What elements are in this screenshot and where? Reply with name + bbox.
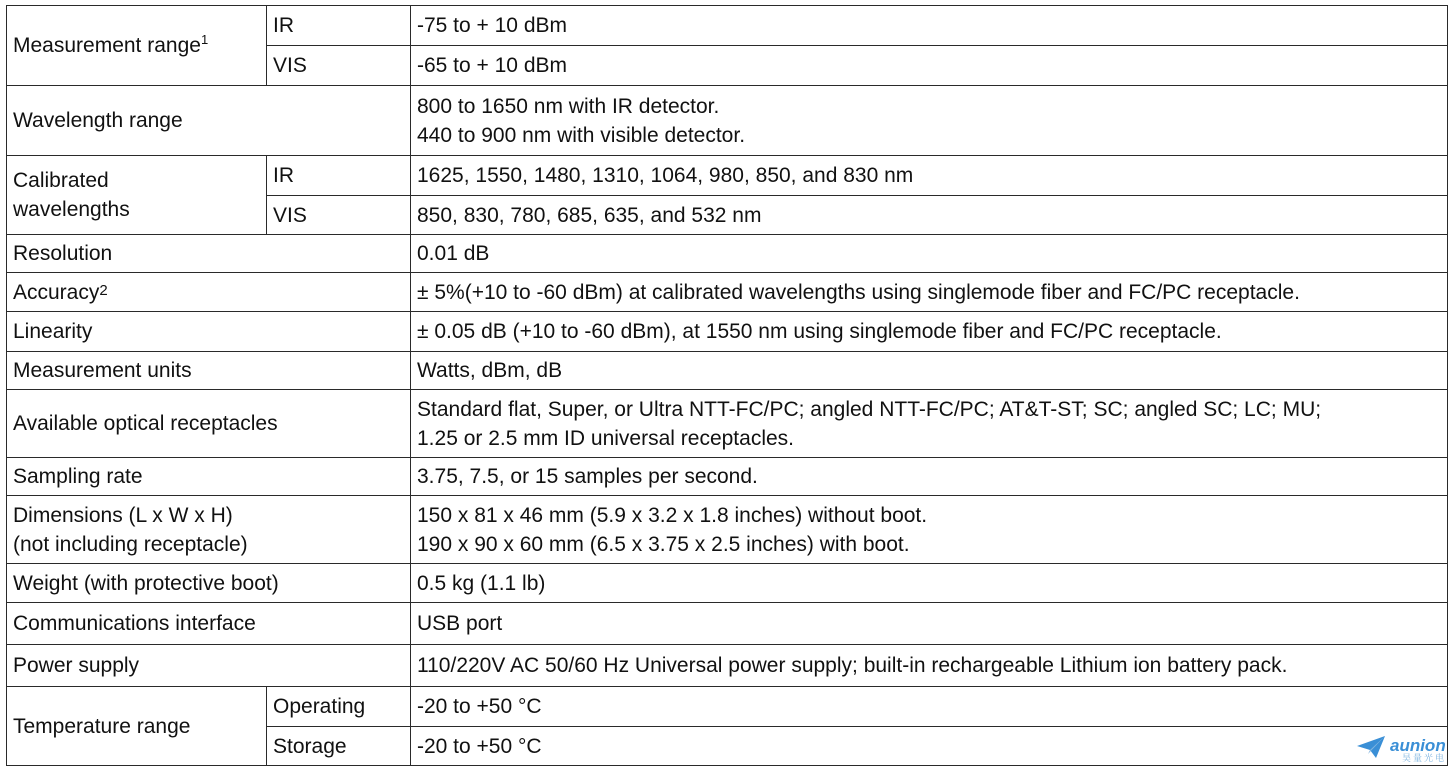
table-row <box>7 564 1448 603</box>
watermark-logo <box>1356 734 1446 765</box>
ir-sublabel: IR <box>267 156 411 196</box>
sampling-rate-value: 3.75, 7.5, or 15 samples per second. <box>411 458 1448 496</box>
accuracy-label: Accuracy2 <box>7 273 411 312</box>
table-row <box>7 156 1448 196</box>
dimensions-line-1: 150 x 81 x 46 mm (5.9 x 3.2 x 1.8 inches) without boot. <box>417 503 928 527</box>
operating-temp-value: -20 to +50 °C <box>411 687 1448 727</box>
ir-range-value: -75 to + 10 dBm <box>411 6 1448 46</box>
vis-range-value: -65 to + 10 dBm <box>411 46 1448 86</box>
measurement-range-label: Measurement range$^1$ <box>7 6 267 86</box>
receptacles-line-1: Standard flat, Super, or Ultra NTT-FC/PC; angled NTT-FC/PC; AT&T-ST; SC; angled SC; LC; MU; <box>417 397 1322 421</box>
linearity-label: Linearity <box>7 312 411 352</box>
watermark-sub: 昊量光电 <box>1401 752 1446 763</box>
table-row <box>7 687 1448 727</box>
operating-sublabel: Operating <box>267 687 411 727</box>
watermark-brand: aunion <box>1389 735 1446 755</box>
table-row <box>7 235 1448 273</box>
table-row <box>7 603 1448 645</box>
paper-plane-icon <box>1356 734 1386 765</box>
dimensions-label: Dimensions (L x W x H) (not including receptacle) <box>7 496 411 564</box>
table-row <box>7 273 1448 312</box>
dimensions-value <box>411 496 1448 564</box>
weight-label: Weight (with protective boot) <box>7 564 411 603</box>
calibrated-wavelengths-label: Calibrated wavelengths <box>7 156 267 235</box>
vis-wavelengths-value: 850, 830, 780, 685, 635, and 532 nm <box>411 196 1448 235</box>
wavelength-line-2: 440 to 900 nm with visible detector. <box>417 123 746 147</box>
wavelength-line-1: 800 to 1650 nm with IR detector. <box>417 94 720 118</box>
table-row <box>7 390 1448 458</box>
accuracy-value: ± 5%(+10 to -60 dBm) at calibrated wavelengths using singlemode fiber and FC/PC receptacle. <box>411 273 1448 312</box>
measurement-units-label: Measurement units <box>7 352 411 390</box>
power-supply-value: 110/220V AC 50/60 Hz Universal power supply; built-in rechargeable Lithium ion battery pack. <box>411 645 1448 687</box>
measurement-units-value: Watts, dBm, dB <box>411 352 1448 390</box>
resolution-value: 0.01 dB <box>411 235 1448 273</box>
sampling-rate-label: Sampling rate <box>7 458 411 496</box>
resolution-label: Resolution <box>7 235 411 273</box>
storage-temp-value: -20 to +50 °C <box>411 727 1448 766</box>
table-row <box>7 458 1448 496</box>
wavelength-range-value <box>411 86 1448 156</box>
table-row <box>7 86 1448 156</box>
receptacles-label: Available optical receptacles <box>7 390 411 458</box>
table-row <box>7 6 1448 46</box>
table-row <box>7 312 1448 352</box>
receptacles-line-2: 1.25 or 2.5 mm ID universal receptacles. <box>417 426 794 450</box>
communications-value: USB port <box>411 603 1448 645</box>
vis-sublabel: VIS <box>267 196 411 235</box>
table-row <box>7 352 1448 390</box>
table-row <box>7 496 1448 564</box>
vis-sublabel: VIS <box>267 46 411 86</box>
dimensions-line-2: 190 x 90 x 60 mm (6.5 x 3.75 x 2.5 inches) with boot. <box>417 532 910 556</box>
ir-sublabel: IR <box>267 6 411 46</box>
linearity-value: ± 0.05 dB (+10 to -60 dBm), at 1550 nm using singlemode fiber and FC/PC receptacle. <box>411 312 1448 352</box>
receptacles-value <box>411 390 1448 458</box>
temperature-range-label: Temperature range <box>7 687 267 766</box>
power-supply-label: Power supply <box>7 645 411 687</box>
communications-label: Communications interface <box>7 603 411 645</box>
wavelength-range-label: Wavelength range <box>7 86 411 156</box>
weight-value: 0.5 kg (1.1 lb) <box>411 564 1448 603</box>
table-row <box>7 645 1448 687</box>
ir-wavelengths-value: 1625, 1550, 1480, 1310, 1064, 980, 850, and 830 nm <box>411 156 1448 196</box>
spec-table <box>6 5 1448 766</box>
storage-sublabel: Storage <box>267 727 411 766</box>
footnote-marker: 1 <box>200 32 209 47</box>
footnote-marker: 2 <box>99 281 108 299</box>
